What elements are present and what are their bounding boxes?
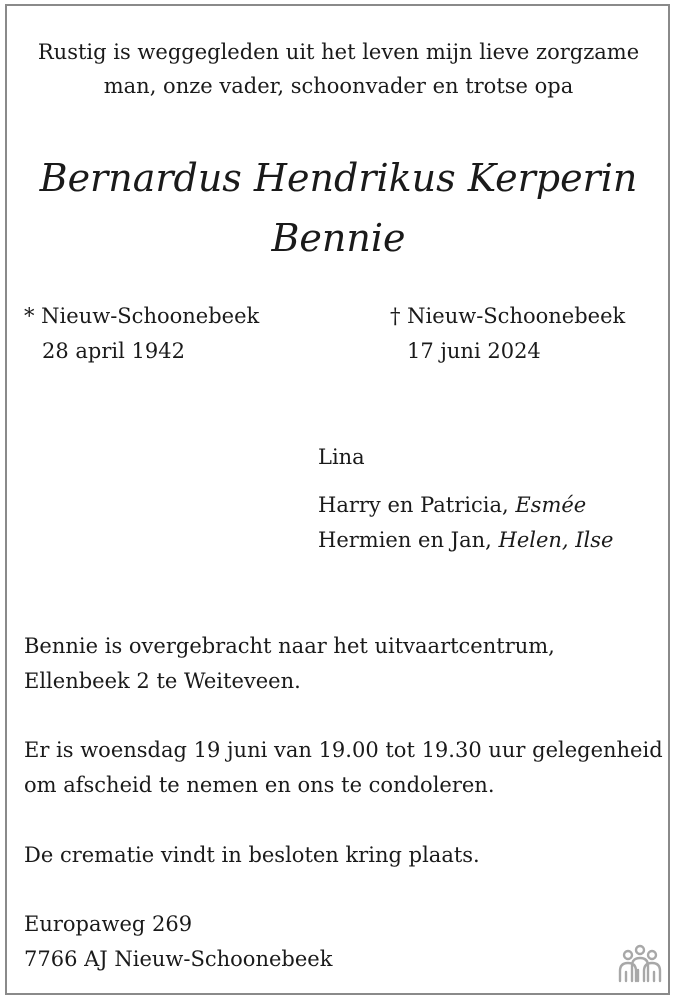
death-place: † Nieuw-Schoonebeek [390,304,626,328]
notice-transfer-line-2: Ellenbeek 2 te Weiteveen. [24,669,301,693]
intro-line-1: Rustig is weggegleden uit het leven mijn lieve zorgzame [37,40,640,64]
deceased-full-name: Bernardus Hendrikus Kerperin [39,156,638,200]
deceased-name-block [0,148,677,268]
address-street: Europaweg 269 [24,912,193,936]
intro-line-2: man, onze vader, schoonvader en trotse opa [103,74,574,98]
birth-place: * Nieuw-Schoonebeek [24,304,260,328]
notice-visitation-line-1: Er is woensdag 19 juni van 19.00 tot 19.30 uur gelegenheid [24,738,663,762]
notice-transfer-line-1: Bennie is overgebracht naar het uitvaartcentrum, [24,634,555,658]
family-child-2-grandchildren: Helen, Ilse [498,528,614,552]
family-spouse: Lina [318,445,365,469]
family-child-1-names: Harry en Patricia, [318,493,509,517]
intro-text [0,35,677,103]
family-child-2 [318,523,613,557]
death-date: 17 juni 2024 [407,339,541,363]
family-child-1-grandchildren: Esmée [515,493,587,517]
family-child-2-names: Hermien en Jan, [318,528,492,552]
deceased-nickname: Bennie [271,216,406,260]
address-city: 7766 AJ Nieuw-Schoonebeek [24,947,333,971]
notice-visitation-line-2: om afscheid te nemen en ons te condoleren. [24,773,495,797]
notice-cremation: De crematie vindt in besloten kring plaats. [24,843,480,867]
family-child-1 [318,488,586,522]
birth-date: 28 april 1942 [42,339,185,363]
people-group-icon [616,944,664,984]
